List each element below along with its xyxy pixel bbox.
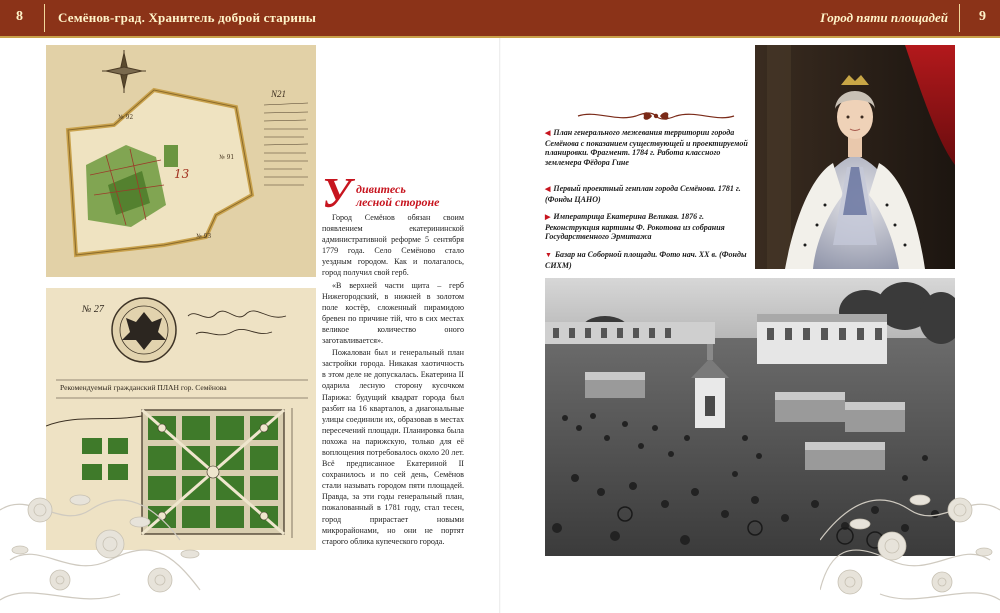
article-heading [356,183,466,209]
right-page-header [500,0,1000,36]
caption-pointer-icon: ◀ [545,185,551,193]
portrait-catherine-the-great [755,45,955,269]
article-paragraph: Пожалован был и генеральный план застройки города. Никакая хаотичность в этом деле не допускалась. Екатерина II одарила лесную сторону кусочком Парижа: будущий квадрат города был разбит на 16 кварталов, а диагональные улицы соединили их, образовав в местах пересечений площади. Планировка была похожа на парижскую, только для её воплощения потребовалось около 20 лет. Всё предписанное Екатериной II сохранилось и по сей день, Семёнов стали называть городом пяти площадей. Правда, за эти годы генеральный план, пожалованный в 1781 году, стал тесен, город прирастает новыми микрорайонами, но они не портят старого облика купеческого города. [322,348,464,546]
caption-general-plan [545,184,750,204]
general-plan-drawing [46,288,316,550]
left-page-number: 8 [16,9,23,24]
map-annotation-label: N21 [271,89,287,99]
caption-pointer-icon: ▶ [545,213,551,221]
plan-number: № 27 [82,304,104,315]
caption-text: Императрица Екатерина Великая. 1876 г. Реконструкция картины Ф. Рокотова из собрания Государственного Эрмитажа [545,212,725,242]
caption-text: Базар на Соборной площади. Фото нач. XX в. (Фонды СИХМ) [545,250,747,270]
svg-text:№ 93: № 93 [196,233,212,240]
general-plan-1781 [46,288,316,550]
article-body [322,212,464,548]
right-running-title: Город пяти площадей [820,10,948,25]
right-page-number: 9 [979,9,986,24]
caption-text: План генерального межевания территории города Семёнова с показанием существующей и проектируемой планировки. Фрагмент. 1784 г. Работа классного землемера Фёдора Гине [545,128,748,167]
left-page-header [0,0,500,36]
right-header-rule [500,36,1000,38]
caption-survey-map [545,128,750,167]
book-spine [499,0,501,613]
portrait-painting [755,45,955,269]
article-paragraph: Город Семёнов обязан своим появлением екатерининской административной реформе 5 сентября 1779 года. Село Семёново стало уездным городом. Как и полагалось, город получил свой герб. [322,213,464,278]
article-heading-line-1: дивитесь [356,182,406,196]
caption-pointer-icon: ◀ [545,129,551,137]
article-drop-cap: У [322,171,352,217]
caption-market-photo [545,250,750,270]
svg-text:13: 13 [174,167,190,181]
header-divider [44,4,45,32]
svg-text:№ 92: № 92 [118,114,134,121]
caption-text: Первый проектный генплан города Семёнова. 1781 г. (Фонды ЦАНО) [545,184,741,204]
caption-pointer-icon: ▼ [545,251,552,259]
left-running-title: Семёнов-град. Хранитель доброй старины [58,10,317,25]
market-square-photo [545,278,955,556]
header-divider [959,4,960,32]
caption-portrait [545,212,750,242]
left-header-rule [0,36,500,38]
plan-handwritten-title: Рекомендуемый гражданский ПЛАН гор. Семёнова [60,383,227,392]
article-paragraph: «В верхней части щита – герб Нижегородский, в нижней в золотом поле костёр, сложенный пирамидою бревен по причине тій, что в сих местах великое количество оного заготавливается». [322,280,464,346]
svg-text:№ 91: № 91 [219,154,235,161]
article-heading-line-2: лесной стороне [356,195,440,209]
caption-ornament [576,108,736,124]
survey-map-1784 [46,45,316,277]
market-square-image [545,278,955,556]
survey-map-drawing [46,45,316,277]
